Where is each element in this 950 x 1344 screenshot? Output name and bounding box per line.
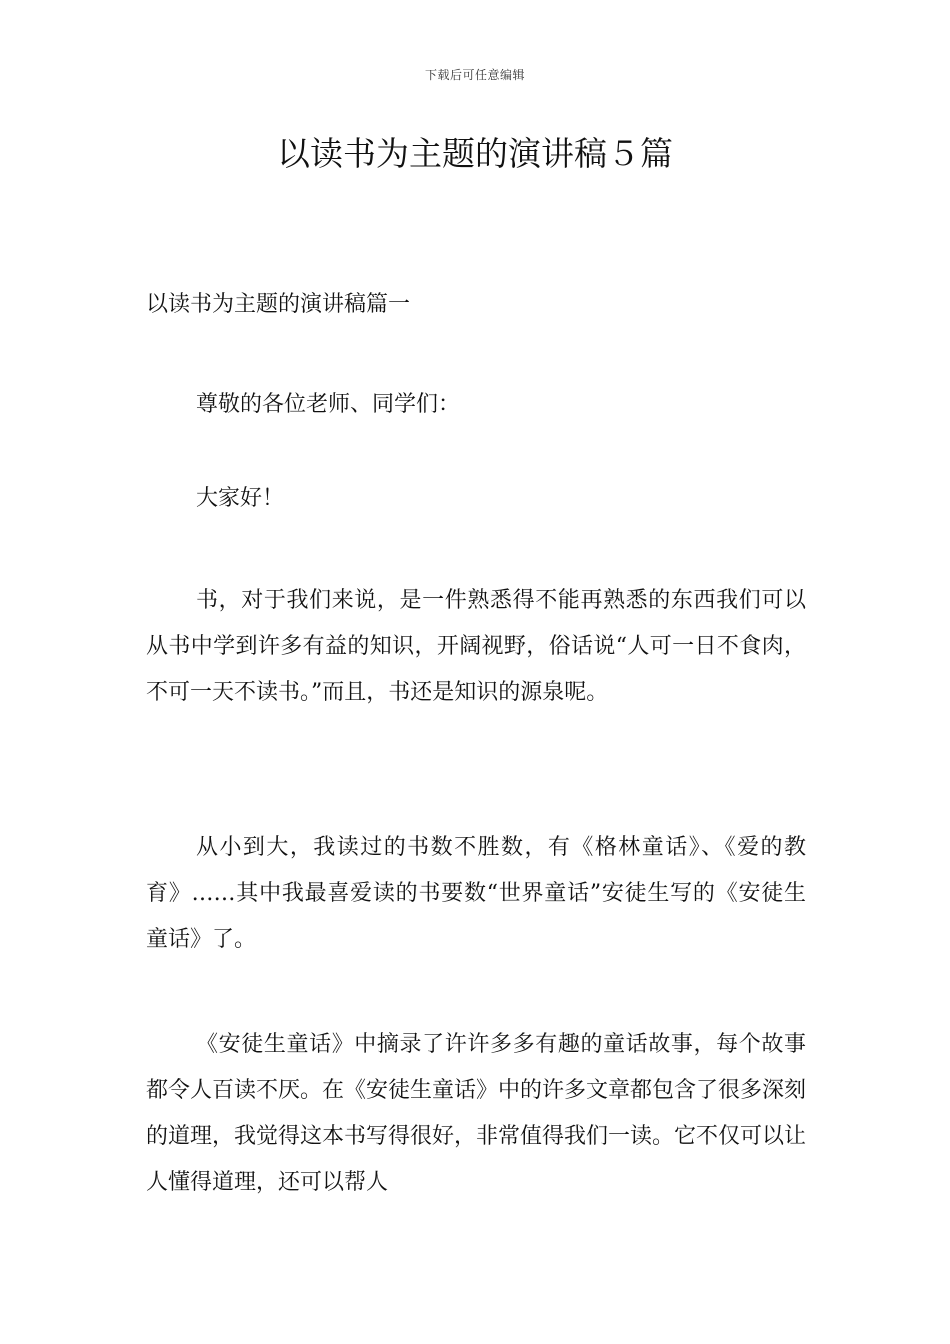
document-title: 以读书为主题的演讲稿５篇: [277, 134, 673, 173]
body-paragraph: 《安徒生童话》中摘录了许许多多有趣的童话故事，每个故事都令人百读不厌。在《安徒生童话》中的许多文章都包含了很多深刻的道理，我觉得这本书写得很好，非常值得我们一读。它不仅可以让人懂得道理，还可以帮人: [146, 1032, 807, 1195]
greeting-line: 尊敬的各位老师、同学们：: [196, 392, 461, 417]
hello-line: 大家好！: [196, 486, 285, 511]
body-paragraph: 从小到大，我读过的书数不胜数，有《格林童话》、《爱的教育》……其中我最喜爱读的书要数“世界童话”安徒生写的《安徒生童话》了。: [146, 835, 806, 952]
body-paragraph: 书，对于我们来说，是一件熟悉得不能再熟悉的东西我们可以从书中学到许多有益的知识，开阔视野，俗话说“人可一日不食肉，不可一天不读书。”而且，书还是知识的源泉呢。: [146, 588, 806, 705]
header-note: 下载后可任意编辑: [424, 68, 525, 82]
section-heading: 以读书为主题的演讲稿篇一: [146, 292, 411, 317]
